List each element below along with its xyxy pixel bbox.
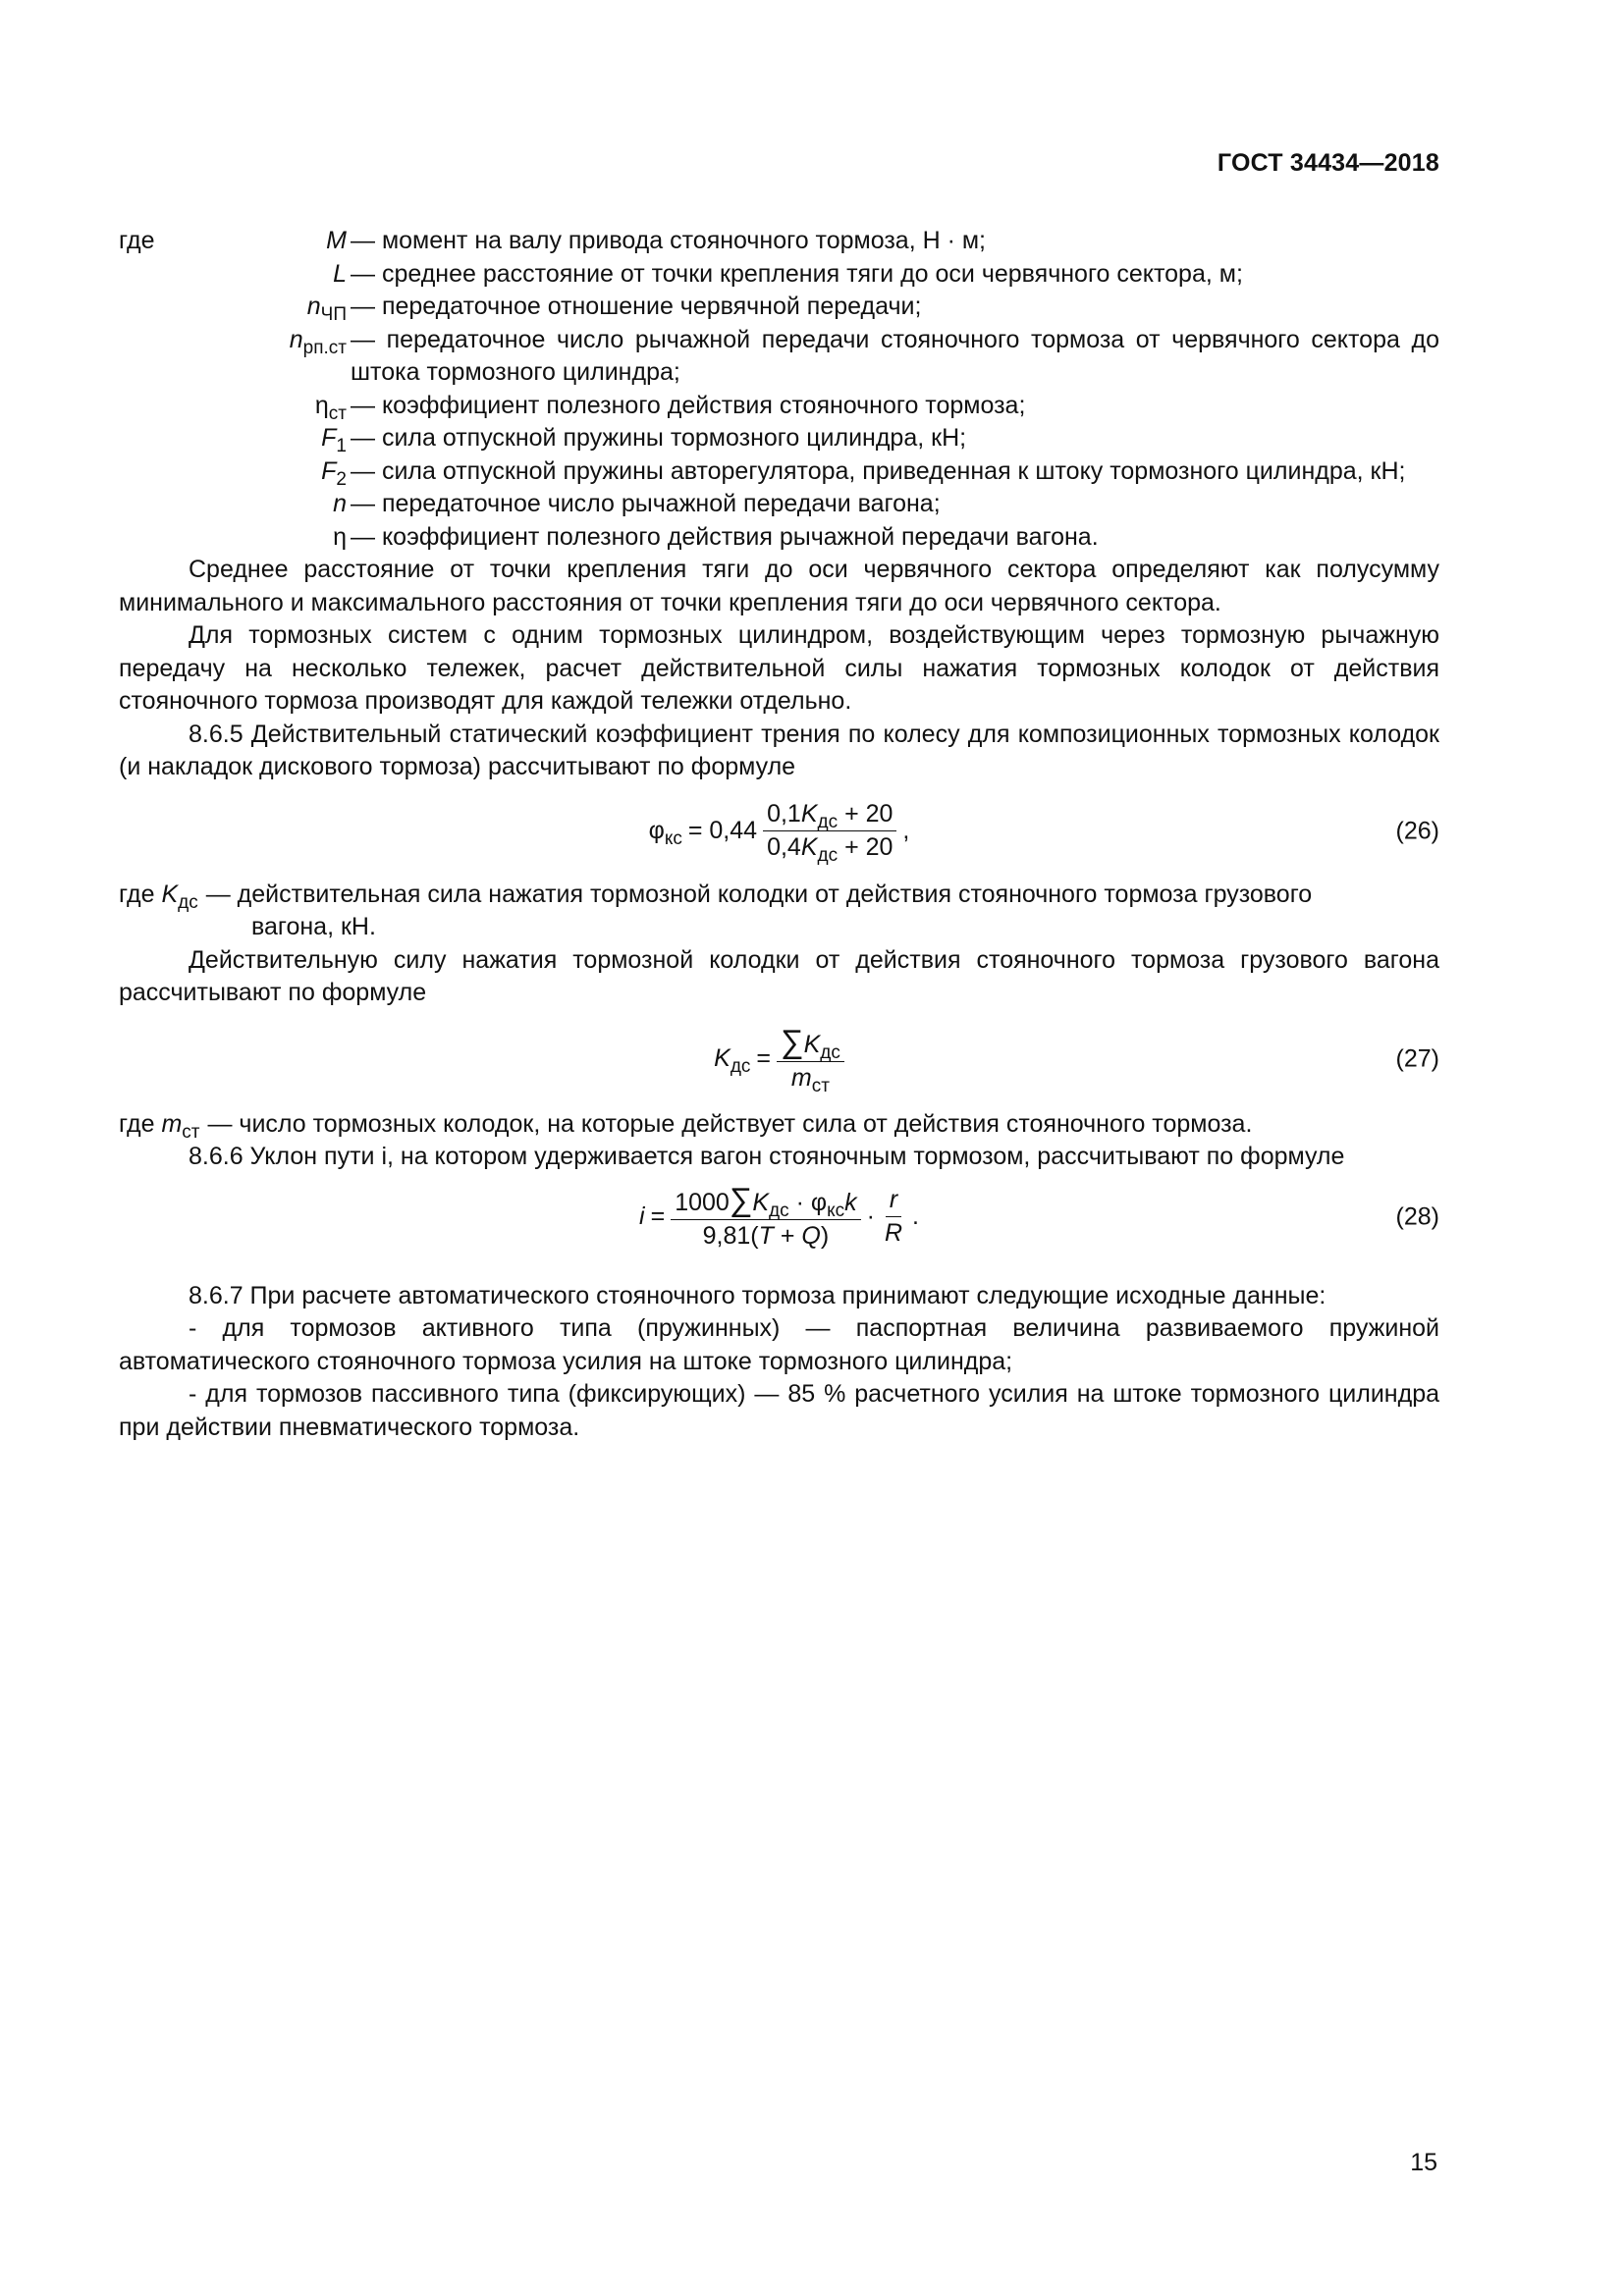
definition-item — [119, 291, 1439, 324]
definition-symbol: $\eta_{ст}$ — [314, 391, 347, 424]
definition-text: — сила отпускной пружины авторегулятора, приведенная к штоку тормозного цилиндра, кН; — [351, 456, 1406, 485]
where-clause-continuation: вагона, кН. — [251, 913, 376, 940]
formula-26: $\varphi_{кс}$ = 0,44 $\frac{0,1K_{дс} + 20}{0,4K_{дс} + 20}$ , (26) — [648, 800, 1439, 866]
page-number: 15 — [1410, 2149, 1437, 2176]
definition-text: — сила отпускной пружины тормозного цилиндра, кН; — [351, 424, 967, 452]
definition-text: — коэффициент полезного действия стояночного тормоза; — [351, 391, 1026, 419]
definition-symbol: $F_1$ — [321, 424, 347, 456]
formula-eq: = 0,44 — [687, 817, 758, 844]
definition-symbol: $n_{рп.ст}$ — [289, 325, 347, 358]
definitions-list — [119, 225, 1439, 554]
definition-item — [119, 455, 1439, 489]
definition-text: — коэффициент полезного действия рычажной передачи вагона. — [351, 522, 1099, 551]
document-body — [119, 225, 1439, 1444]
formula-fraction: $\frac{\sum K_{дс}}{m_{ст}}$ — [777, 1025, 844, 1093]
paragraph: - для тормозов активного типа (пружинных) — паспортная величина развиваемого пружиной автоматического стояночного тормоза усилия на штоке тормозного цилиндра; — [119, 1314, 1439, 1375]
paragraph: 8.6.6 Уклон пути i, на котором удерживается вагон стояночным тормозом, рассчитывают по формуле — [189, 1143, 1345, 1170]
definition-text: — передаточное число рычажной передачи стояночного тормоза от червячного сектора до штока тормозного цилиндра; — [351, 325, 1439, 386]
formula-fraction: $\frac{1000\sum K_{дс} \cdot \varphi_{кс}k}{9,81(T + Q)}$ — [671, 1183, 860, 1251]
formula-lhs: φ — [648, 817, 665, 844]
where-clause: где $m_{ст}$ — число тормозных колодок, на которые действует сила от действия стояночного тормоза. — [119, 1109, 1253, 1143]
paragraph: - для тормозов пассивного типа (фиксирующих) — 85 % расчетного усилия на штоке тормозного цилиндра при действии пневматического тормоза. — [119, 1380, 1439, 1441]
definition-text: — среднее расстояние от точки крепления тяги до оси червячного сектора, м; — [351, 259, 1243, 288]
equation-number: (28) — [1395, 1202, 1439, 1230]
formula-28: i = $\frac{1000\sum K_{дс} \cdot \varphi_{кс}k}{9,81(T + Q)}$ · $\frac{r}{R}$ . (28) — [639, 1181, 1439, 1250]
definition-item — [119, 488, 1439, 521]
paragraph: 8.6.5 Действительный статический коэффициент трения по колесу для композиционных тормозных колодок (и накладок дискового тормоза) рассчитывают по формуле — [119, 720, 1439, 780]
definition-item — [119, 324, 1439, 390]
definition-symbol: M — [326, 227, 347, 254]
equation-number: (27) — [1395, 1044, 1439, 1072]
definition-symbol: η — [333, 522, 347, 551]
formula-fraction: $\frac{r}{R}$ — [884, 1186, 903, 1247]
formula-27: $K_{дс}$ = $\frac{\sum K_{дс}}{m_{ст}}$ (27) — [714, 1023, 1439, 1096]
definition-item — [119, 258, 1439, 292]
paragraph: Для тормозных систем с одним тормозных цилиндром, воздействующим через тормозную рычажную передачу на несколько тележек, расчет действительной силы нажатия тормозных колодок от действия стояночного тормоза производят для каждой тележки отдельно. — [119, 621, 1439, 715]
definition-item — [119, 390, 1439, 423]
definition-symbol: L — [333, 259, 347, 288]
paragraph: Среднее расстояние от точки крепления тяги до оси червячного сектора определяют как полусумму минимального и максимального расстояния от точки крепления тяги до оси червячного сектора. — [119, 556, 1439, 616]
definition-item — [119, 521, 1439, 555]
definition-text: — момент на валу привода стояночного тормоза, Н · м; — [351, 227, 986, 254]
where-clause: где $K_{дс}$ — действительная сила нажатия тормозной колодки от действия стояночного тормоза грузового — [119, 880, 1313, 913]
paragraph: Действительную силу нажатия тормозной колодки от действия стояночного тормоза грузового вагона рассчитывают по формуле — [119, 945, 1439, 1006]
formula-fraction: $\frac{0,1K_{дс} + 20}{0,4K_{дс} + 20}$ — [763, 800, 896, 862]
definition-symbol: $n_{ЧП}$ — [306, 293, 347, 325]
definition-symbol: $F_2$ — [321, 456, 347, 490]
definition-text: — передаточное число рычажной передачи вагона; — [351, 490, 941, 517]
equation-number: (26) — [1395, 817, 1439, 844]
definition-item — [119, 422, 1439, 455]
definition-text: — передаточное отношение червячной передачи; — [351, 293, 922, 320]
where-label: где — [119, 227, 155, 254]
document-id: ГОСТ 34434—2018 — [1217, 149, 1439, 177]
paragraph: 8.6.7 При расчете автоматического стояночного тормоза принимают следующие исходные данные: — [189, 1281, 1326, 1309]
definition-item — [119, 225, 1439, 258]
definition-symbol: n — [333, 490, 347, 517]
